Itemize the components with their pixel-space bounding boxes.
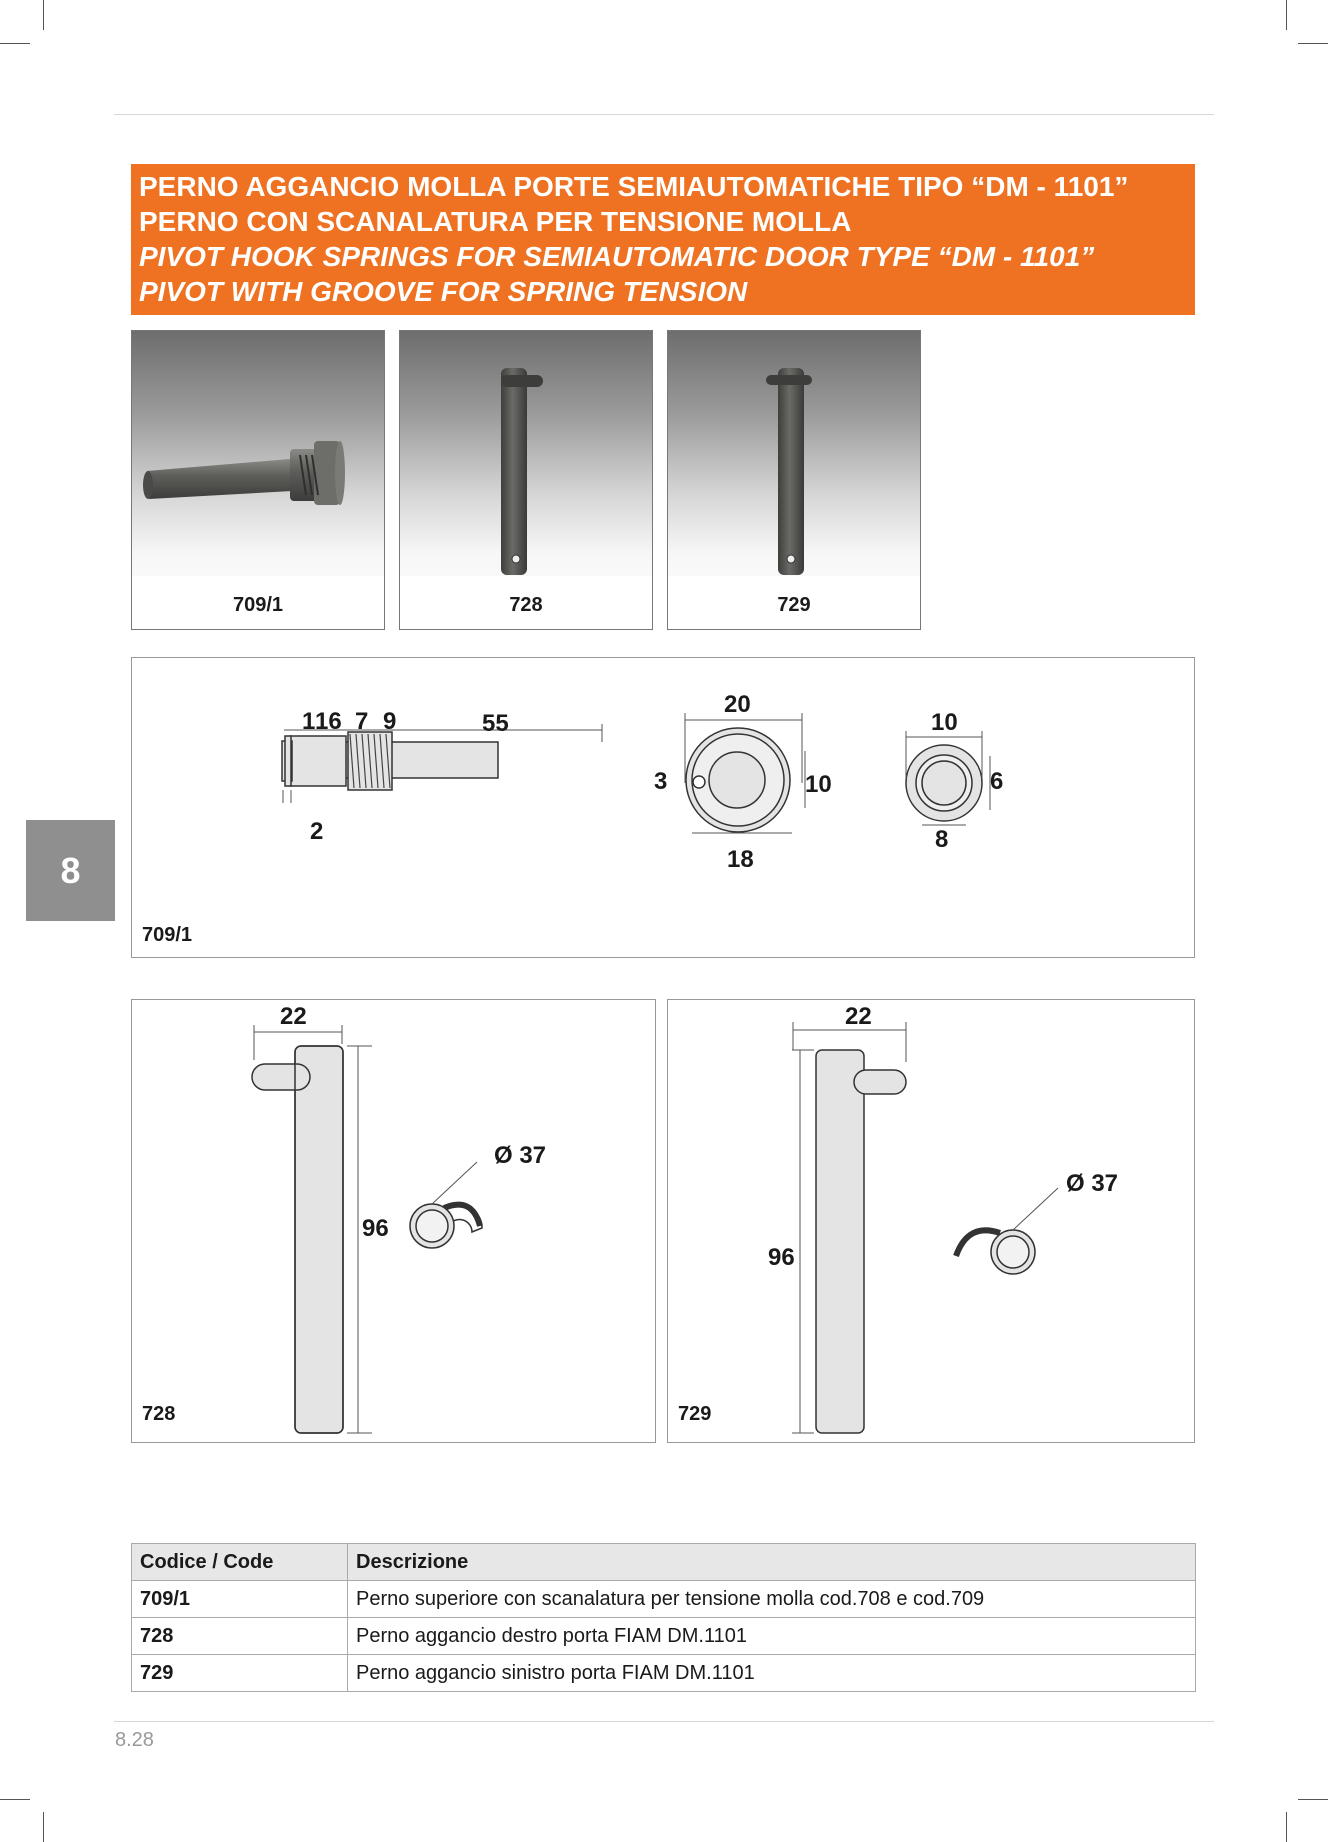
photo-label: 709/1 <box>232 594 284 616</box>
title-line-en: PIVOT HOOK SPRINGS FOR SEMIAUTOMATIC DOOR TYPE “DM - 1101” <box>139 241 1095 272</box>
row-code: 709/1 <box>132 1581 348 1618</box>
photo-label: 729 <box>777 594 811 616</box>
title-line-it: PERNO AGGANCIO MOLLA PORTE SEMIAUTOMATICHE TIPO “DM - 1101” <box>139 171 1129 202</box>
technical-drawing-709-1 <box>132 658 1194 957</box>
crop-mark <box>1298 43 1328 44</box>
drawing-panel-709-1 <box>131 657 1195 958</box>
row-description: Perno aggancio sinistro porta FIAM DM.1101 <box>348 1655 1196 1692</box>
crop-mark <box>0 1799 30 1800</box>
dim-label: 10 <box>931 709 958 736</box>
pin-709-1-image <box>132 331 384 576</box>
technical-drawing-728 <box>132 1000 655 1442</box>
row-description: Perno superiore con scanalatura per tensione molla cod.708 e cod.709 <box>348 1581 1196 1618</box>
dim-label: 55 <box>482 710 509 737</box>
col-header-description: Descrizione <box>348 1544 1196 1581</box>
photo-729 <box>667 330 921 630</box>
technical-drawing-729 <box>668 1000 1194 1442</box>
bottom-rule <box>114 1721 1214 1722</box>
title-banner <box>131 164 1195 315</box>
top-rule <box>114 114 1214 115</box>
dim-label: 22 <box>845 1003 872 1030</box>
row-description: Perno aggancio destro porta FIAM DM.1101 <box>348 1618 1196 1655</box>
dim-label: 3 <box>654 768 668 795</box>
drawing-code: 728 <box>142 1403 176 1425</box>
dim-label: Ø 37 <box>1066 1170 1119 1197</box>
dim-label: 22 <box>280 1003 307 1030</box>
photo-709-1 <box>131 330 385 630</box>
crop-mark <box>43 1812 44 1842</box>
pin-729-image <box>668 331 920 576</box>
dim-label: 16 <box>315 708 342 735</box>
col-header-code: Codice / Code <box>132 1544 348 1581</box>
dim-label: 20 <box>724 691 751 718</box>
dim-label: 1 <box>302 708 316 735</box>
dim-label: 6 <box>990 768 1004 795</box>
crop-mark <box>1286 1812 1287 1842</box>
drawing-panel-728 <box>131 999 656 1443</box>
drawing-code: 729 <box>678 1403 712 1425</box>
row-code: 729 <box>132 1655 348 1692</box>
table-row <box>132 1655 1196 1692</box>
dim-label: 18 <box>727 846 754 873</box>
photo-label: 728 <box>509 594 543 616</box>
dim-label: 9 <box>383 708 397 735</box>
dim-label: Ø 37 <box>494 1142 547 1169</box>
dim-label: 8 <box>935 826 949 853</box>
subtitle-line-it: PERNO CON SCANALATURA PER TENSIONE MOLLA <box>139 206 852 237</box>
table-header-row <box>132 1544 1196 1581</box>
crop-mark <box>1298 1799 1328 1800</box>
page-number: 8.28 <box>115 1729 154 1751</box>
table-row <box>132 1618 1196 1655</box>
dim-label: 2 <box>310 818 324 845</box>
crop-mark <box>0 43 30 44</box>
drawing-panel-729 <box>667 999 1195 1443</box>
crop-mark <box>1286 0 1287 30</box>
spec-table <box>131 1543 1196 1692</box>
drawing-code: 709/1 <box>142 924 193 946</box>
dim-label: 96 <box>362 1215 389 1242</box>
chapter-tab: 8 <box>26 820 115 921</box>
dim-label: 10 <box>805 771 832 798</box>
photo-728 <box>399 330 653 630</box>
pin-728-image <box>400 331 652 576</box>
row-code: 728 <box>132 1618 348 1655</box>
crop-mark <box>43 0 44 30</box>
table-row <box>132 1581 1196 1618</box>
subtitle-line-en: PIVOT WITH GROOVE FOR SPRING TENSION <box>139 276 748 307</box>
dim-label: 7 <box>355 708 369 735</box>
dim-label: 96 <box>768 1244 795 1271</box>
